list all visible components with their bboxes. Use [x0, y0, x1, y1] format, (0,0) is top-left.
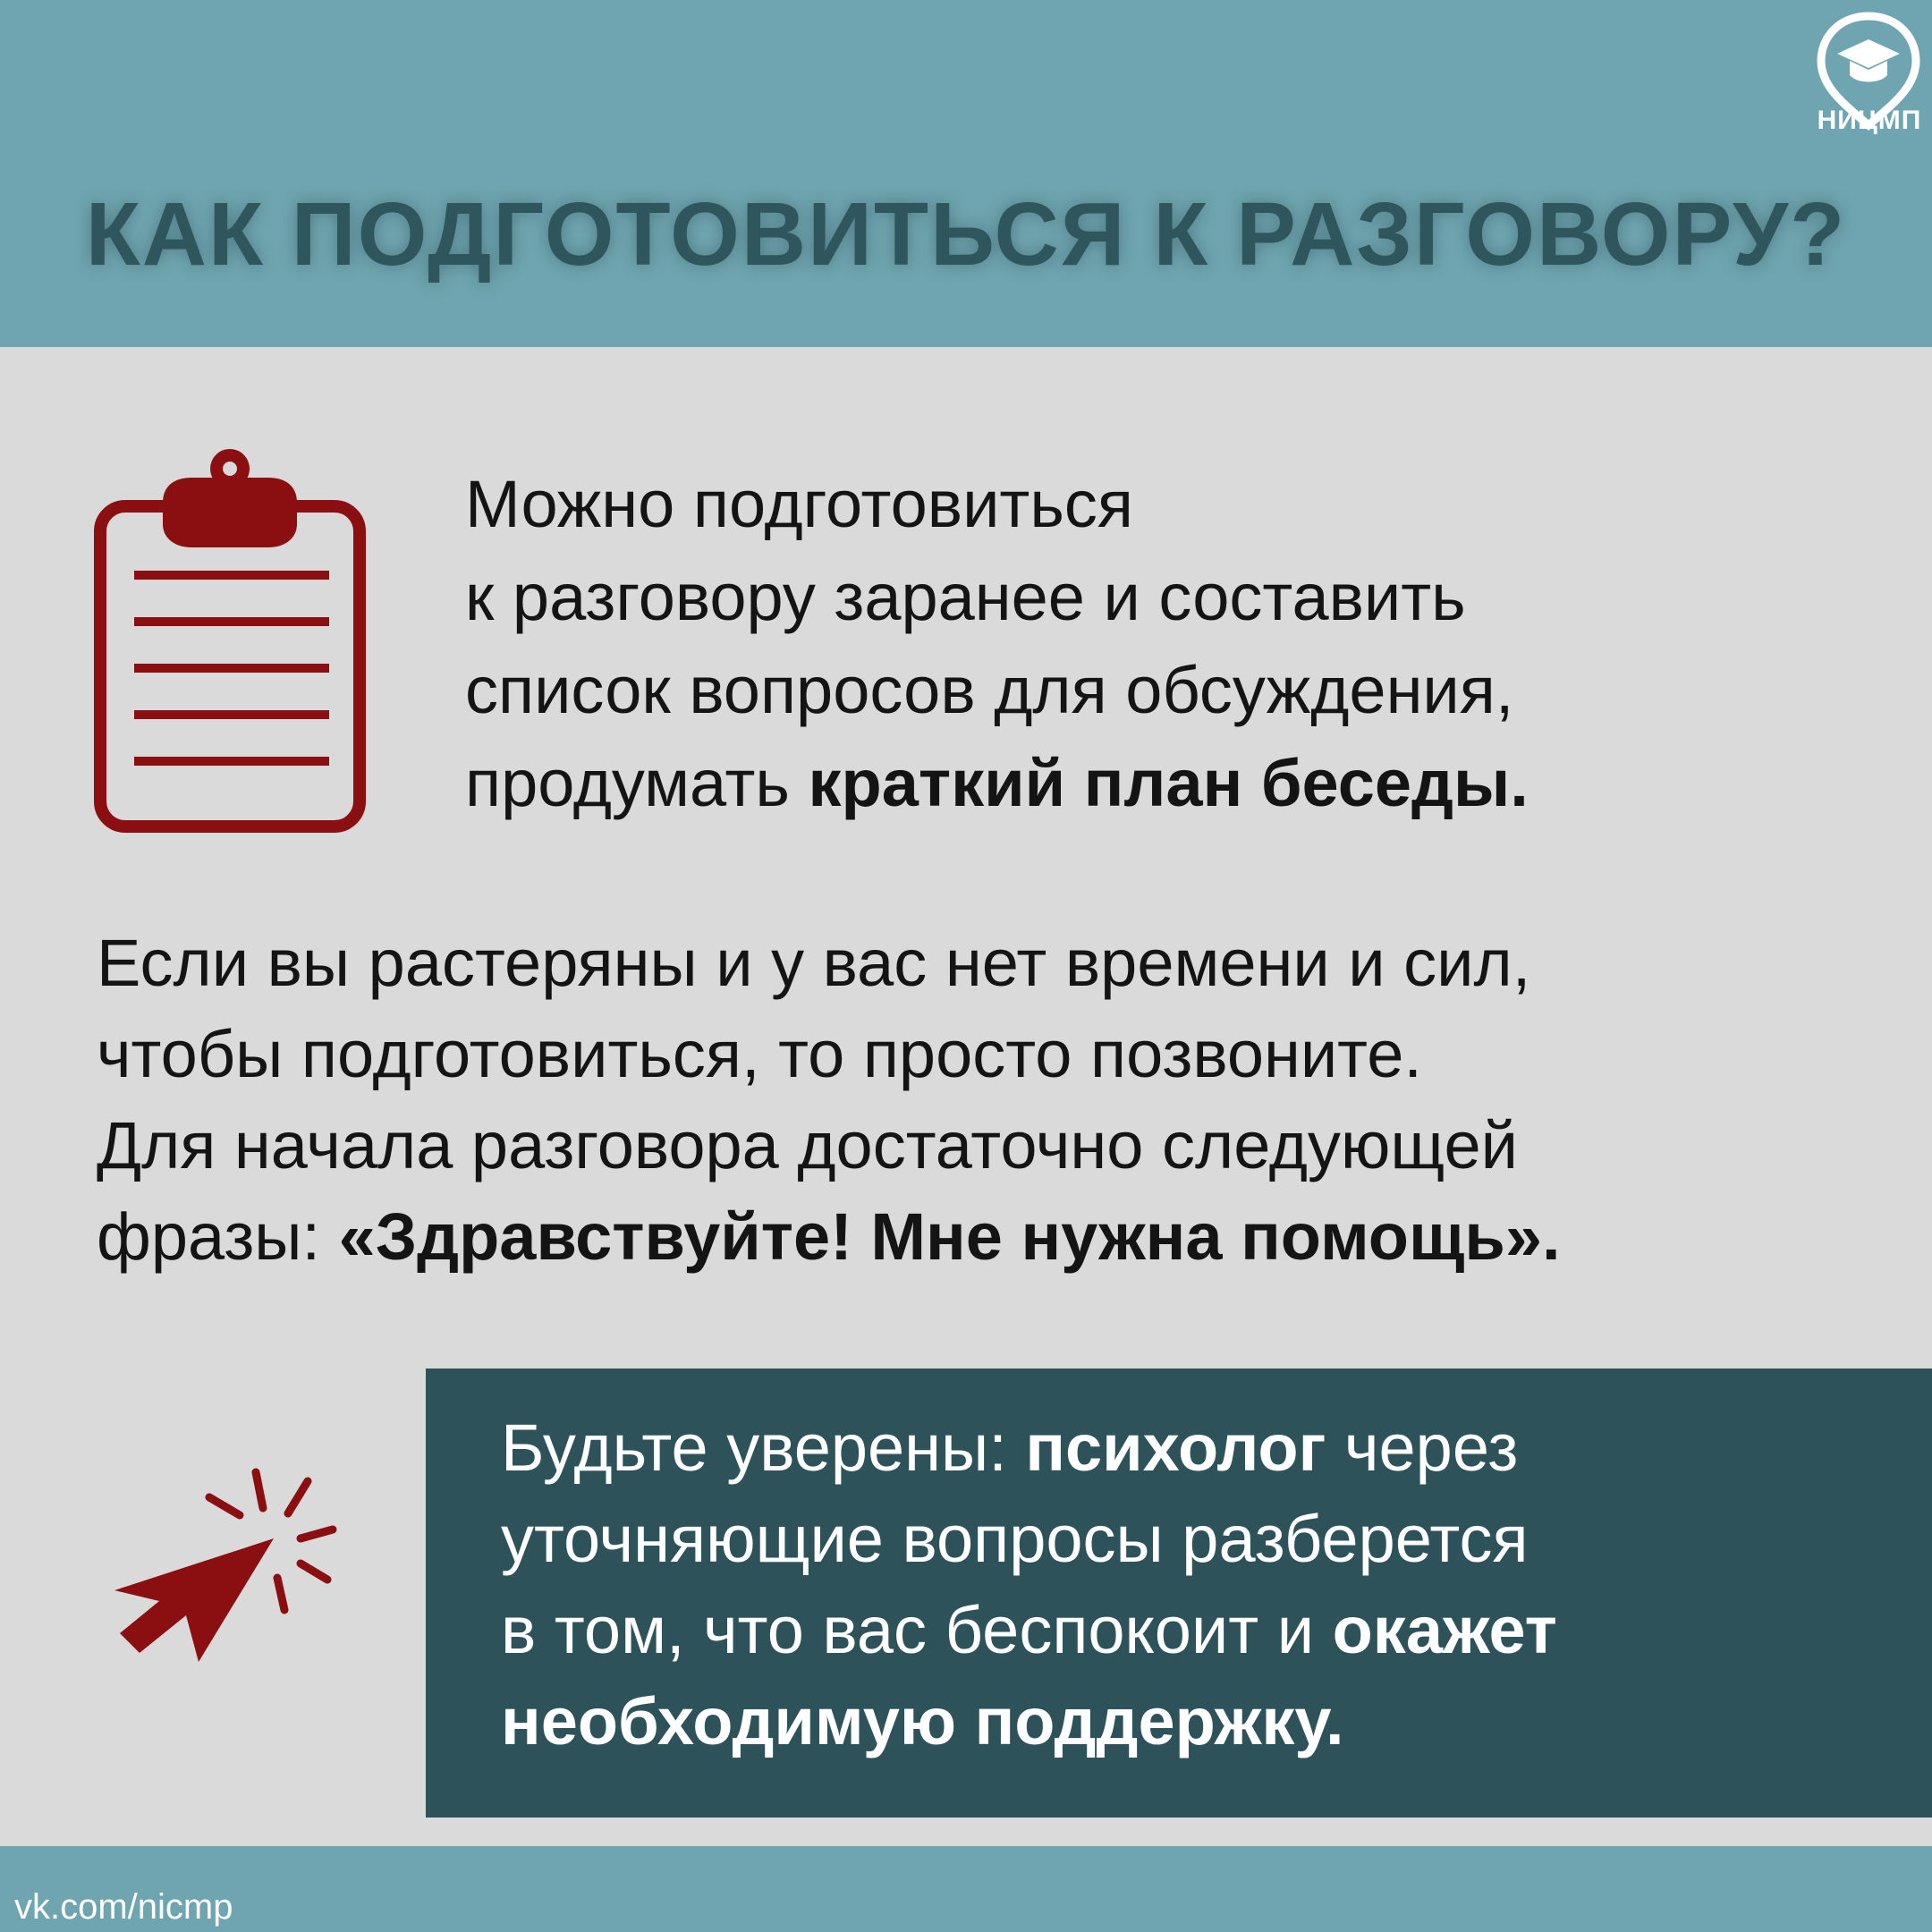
text-regular: Будьте уверены: [501, 1411, 1026, 1485]
text-bold: психолог [1025, 1411, 1326, 1485]
text-line: необходимую поддержку. [501, 1684, 1344, 1758]
text-line: список вопросов для обсуждения, [465, 653, 1514, 727]
text-line: Если вы растеряны и у вас нет времени и сил, [97, 926, 1531, 1000]
text-regular: фразы: [97, 1199, 339, 1274]
logo-text: НИЦМП [1817, 106, 1922, 135]
header-band [0, 0, 1932, 347]
text-bold: окажет [1332, 1593, 1557, 1667]
text-line: чтобы подготовиться, то просто позвоните. [97, 1017, 1422, 1091]
text-line [501, 1402, 1896, 1494]
text-bold: «Здравствуйте! Мне нужна помощь». [338, 1199, 1561, 1274]
footer-link[interactable]: vk.com/nicmp [14, 1887, 233, 1927]
text-bold: краткий план беседы. [808, 746, 1529, 820]
text-line [501, 1585, 1896, 1676]
text-regular: продумать [465, 746, 809, 820]
text-line: уточняющие вопросы разберется [501, 1502, 1529, 1576]
text-line: к разговору заранее и составить [465, 560, 1466, 634]
footer-band [0, 1846, 1932, 1932]
clipboard-icon [93, 447, 367, 834]
text-line [465, 737, 1860, 830]
text-regular: через [1326, 1411, 1519, 1485]
page-title: КАК ПОДГОТОВИТЬСЯ К РАЗГОВОРУ? [85, 184, 1847, 284]
text-regular: в том, что вас беспокоит и [501, 1593, 1333, 1667]
preparation-paragraph [465, 458, 1860, 830]
call-advice-paragraph [97, 918, 1885, 1283]
reassurance-paragraph [501, 1402, 1896, 1767]
text-line: Можно подготовиться [465, 467, 1133, 541]
text-line: Для начала разговора достаточно следующей [97, 1108, 1518, 1182]
cursor-click-icon [113, 1458, 345, 1673]
text-line [97, 1191, 1885, 1283]
